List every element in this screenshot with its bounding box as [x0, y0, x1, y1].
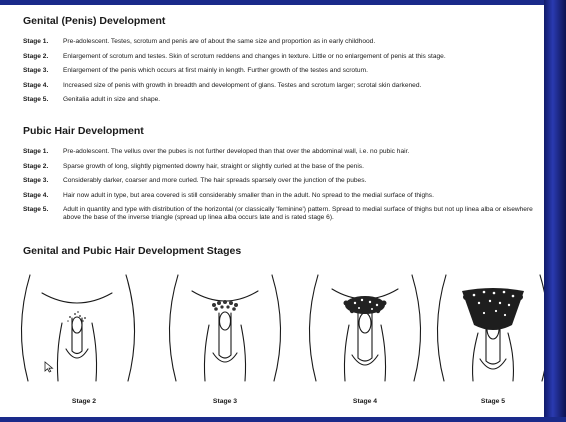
genital-section-title: Genital (Penis) Development	[23, 15, 166, 27]
mouse-cursor-icon	[44, 361, 54, 373]
stage-label: Stage 2.	[23, 52, 49, 60]
figure-title: Genital and Pubic Hair Development Stages	[23, 245, 242, 257]
stage-description: Considerably darker, coarser and more curled. The hair spreads sparsely over the junction of the pubes.	[63, 177, 367, 184]
genital-stage-1	[23, 38, 543, 46]
pubic-section-title: Pubic Hair Development	[23, 125, 144, 137]
genital-stage-4	[23, 82, 543, 90]
stage-label: Stage 3.	[23, 177, 49, 184]
stage-description: Genitalia adult in size and shape.	[63, 96, 161, 103]
stage-label: Stage 4.	[23, 81, 49, 89]
stages-illustration	[0, 263, 544, 388]
stage-2-figure	[21, 275, 134, 381]
stage-3-hair	[212, 300, 238, 311]
pubic-stage-5	[23, 206, 543, 222]
genital-stage-3	[23, 67, 543, 75]
pubic-stage-list	[23, 148, 543, 229]
stage-label: Stage 2.	[23, 162, 49, 170]
stage-4-hair	[344, 296, 387, 314]
stage-3-caption: Stage 3	[212, 398, 238, 405]
pubic-stage-2	[23, 163, 543, 171]
stage-description: Pre-adolescent. Testes, scrotum and penis are of about the same size and proportion as in early childhood.	[63, 38, 376, 45]
pubic-stage-3	[23, 177, 543, 185]
stage-description: Increased size of penis with growth in breadth and development of glans. Testes and scrotum larger; scrotal skin darkened.	[63, 81, 422, 89]
document-page	[0, 5, 544, 417]
stage-description: Hair now adult in type, but area covered is still considerably smaller than in the adult. No spread to the medial surface of thighs.	[63, 191, 434, 199]
stage-label: Stage 1.	[23, 38, 49, 45]
stage-description: Enlargement of the penis which occurs at first mainly in length. Further growth of the testes and scrotum.	[63, 67, 368, 74]
stage-label: Stage 5.	[23, 206, 49, 213]
stage-4-caption: Stage 4	[352, 398, 378, 405]
stage-4-figure	[309, 275, 420, 381]
genital-stage-2	[23, 53, 543, 61]
genital-stage-list	[23, 38, 543, 111]
window-frame-right	[544, 0, 566, 422]
stage-label: Stage 5.	[23, 96, 49, 103]
stage-2-caption: Stage 2	[71, 398, 97, 405]
stage-label: Stage 1.	[23, 148, 49, 155]
pubic-stage-4	[23, 192, 543, 200]
stage-3-figure	[169, 275, 280, 381]
stage-description: Adult in quantity and type with distribution of the horizontal (or classically 'feminine') pattern. Spread to medial surface of thighs but not up linea alba or elsewhere above the base of the inverse triangle (spread up linea alba occurs late and is rated stage 6).	[63, 206, 533, 222]
stage-label: Stage 4.	[23, 191, 49, 199]
stage-description: Sparse growth of long, slightly pigmented downy hair, straight or slightly curled at the base of the penis.	[63, 162, 364, 170]
window-frame-bottom	[0, 417, 566, 422]
stage-description: Pre-adolescent. The vellus over the pubes is not further developed than that over the abdominal wall, i.e. no pubic hair.	[63, 148, 410, 155]
stage-5-hair	[462, 288, 524, 330]
stage-5-caption: Stage 5	[480, 398, 506, 405]
stage-label: Stage 3.	[23, 67, 49, 74]
genital-stage-5	[23, 96, 543, 104]
pubic-stage-1	[23, 148, 543, 156]
stage-description: Enlargement of scrotum and testes. Skin of scrotum reddens and changes in texture. Little or no enlargement of penis at this stage.	[63, 52, 446, 60]
